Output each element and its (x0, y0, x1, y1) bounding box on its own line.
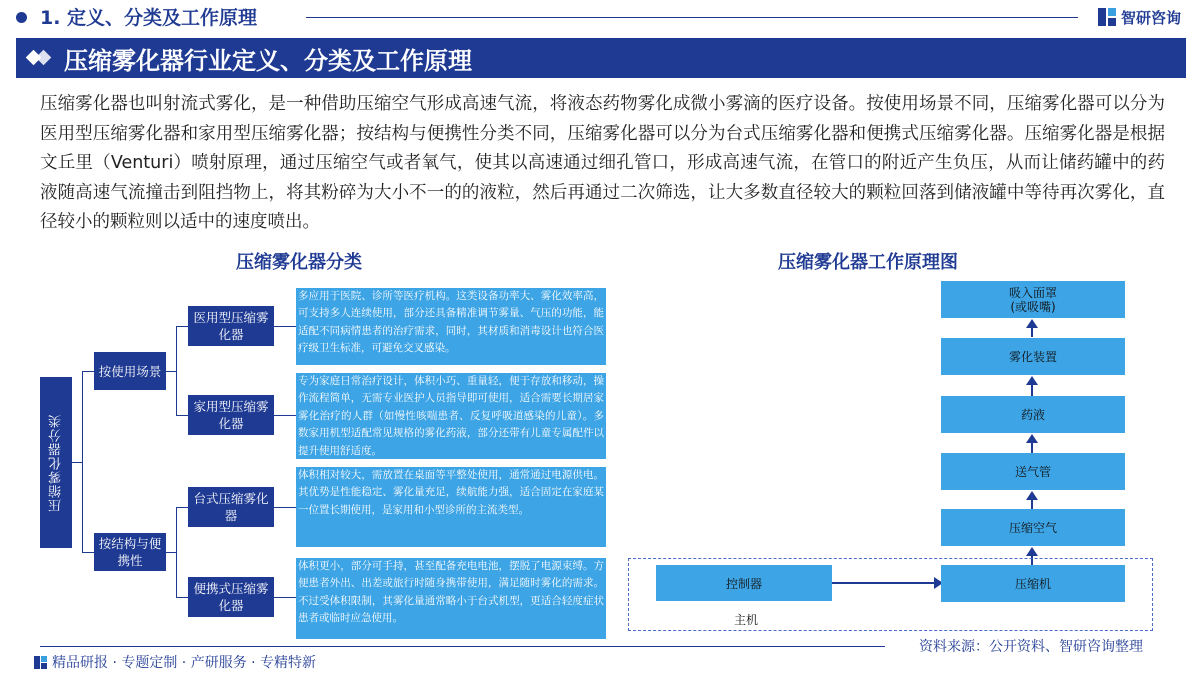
footer-divider (40, 646, 885, 647)
item-portable-nebulizer: 便携式压缩雾化器 (188, 577, 274, 617)
step-atomizer: 雾化装置 (941, 338, 1125, 375)
tree-connector (176, 326, 188, 327)
tree-connector (82, 552, 94, 553)
diamond-icon (26, 48, 56, 68)
intro-paragraph: 压缩雾化器也叫射流式雾化，是一种借助压缩空气形成高速气流，将液态药物雾化成微小雾滴的医疗设备。按使用场景不同，压缩雾化器可以分为医用型压缩雾化器和家用型压缩雾化器；按结构与便携性分类不同，压缩雾化器可以分为台式压缩雾化器和便携式压缩雾化器。压缩雾化器是根据文丘里（Venturi）喷射原理，通过压缩空气或者氧气，使其以高速通过细孔管口，形成高速气流，在管口的附近产生负压，从而让储药罐中的药液随高速气流撞击到阻挡物上，将其粉碎为大小不一的的液粒，然后再通过二次筛选，让大多数直径较大的颗粒回落到储液罐中等待再次雾化，直径较小的颗粒则以适中的速度喷出。 (40, 94, 1165, 232)
classification-title: 压缩雾化器分类 (236, 252, 362, 273)
tree-connector (274, 326, 296, 327)
arrow-up-icon (1031, 384, 1033, 396)
tree-connector (176, 597, 188, 598)
desc-portable: 体积更小，部分可手持，甚至配备充电电池，摆脱了电源束缚。方便患者外出、出差或旅行时随身携带使用，满足随时雾化的需求。不过受体积限制，其雾化量通常略小于台式机型，更适合轻度症状患者或临时应急使用。 (296, 558, 606, 639)
group-by-structure: 按结构与便携性 (94, 533, 166, 571)
tree-connector (176, 507, 177, 598)
tree-connector (274, 507, 296, 508)
step-medicine: 药液 (941, 396, 1125, 433)
step-compressor: 压缩机 (941, 565, 1125, 602)
tree-connector (72, 462, 82, 463)
host-label: 主机 (734, 613, 759, 627)
principle-title: 压缩雾化器工作原理图 (778, 252, 958, 273)
section-bullet-icon (16, 12, 27, 23)
tree-connector (82, 371, 83, 553)
step-air-tube: 送气管 (941, 453, 1125, 490)
brand-name: 智研咨询 (1121, 8, 1182, 27)
brand-logo-icon (1098, 8, 1116, 26)
footer-tagline: 精品研报 · 专题定制 · 产研服务 · 专精特新 (52, 655, 317, 671)
tree-connector (176, 326, 177, 416)
tree-connector (274, 597, 296, 598)
tree-root: 压缩雾化器分类 (40, 377, 72, 548)
tree-connector (176, 507, 188, 508)
footer-logo-icon (34, 656, 47, 669)
tree-connector (274, 415, 296, 416)
group-by-scenario: 按使用场景 (94, 352, 166, 390)
item-medical-nebulizer: 医用型压缩雾化器 (188, 306, 274, 346)
title-banner (16, 38, 1186, 78)
page-title: 压缩雾化器行业定义、分类及工作原理 (64, 46, 472, 75)
tree-connector (166, 371, 176, 372)
section-title: 1. 定义、分类及工作原理 (40, 7, 258, 29)
arrow-up-icon (1031, 442, 1033, 453)
source-note: 资料来源：公开资料、智研咨询整理 (919, 639, 1143, 655)
tree-connector (176, 415, 188, 416)
desc-desktop: 体积相对较大，需放置在桌面等平整处使用，通常通过电源供电。其优势是性能稳定、雾化量充足，续航能力强，适合固定在家庭某一位置长期使用，是家用和小型诊所的主流类型。 (296, 467, 606, 547)
desc-home: 专为家庭日常治疗设计，体积小巧、重量轻，便于存放和移动，操作流程简单，无需专业医护人员指导即可使用，适合需要长期居家雾化治疗的人群（如慢性咳喘患者、反复呼吸道感染的儿童）。多数家用机型适配常见规格的雾化药液，部分还带有儿童专属配件以提升使用舒适度。 (296, 373, 606, 459)
step-mask: 吸入面罩 (或吸嘴) (941, 281, 1125, 318)
brand-logo (1098, 6, 1181, 28)
tree-connector (82, 371, 94, 372)
header-divider (306, 17, 1078, 18)
controller-box: 控制器 (656, 565, 832, 601)
item-home-nebulizer: 家用型压缩雾化器 (188, 395, 274, 435)
arrow-up-icon (1031, 499, 1033, 509)
tree-connector (166, 552, 176, 553)
item-desktop-nebulizer: 台式压缩雾化器 (188, 487, 274, 527)
arrow-up-icon (1031, 327, 1033, 337)
arrow-right-icon (832, 582, 934, 584)
step-compressed-air: 压缩空气 (941, 509, 1125, 546)
desc-medical: 多应用于医院、诊所等医疗机构。这类设备功率大、雾化效率高，可支持多人连续使用，部分还具备精准调节雾量、气压的功能，能适配不同病情患者的治疗需求，同时，其材质和消毒设计也符合医疗级卫生标准，可避免交叉感染。 (296, 288, 606, 365)
